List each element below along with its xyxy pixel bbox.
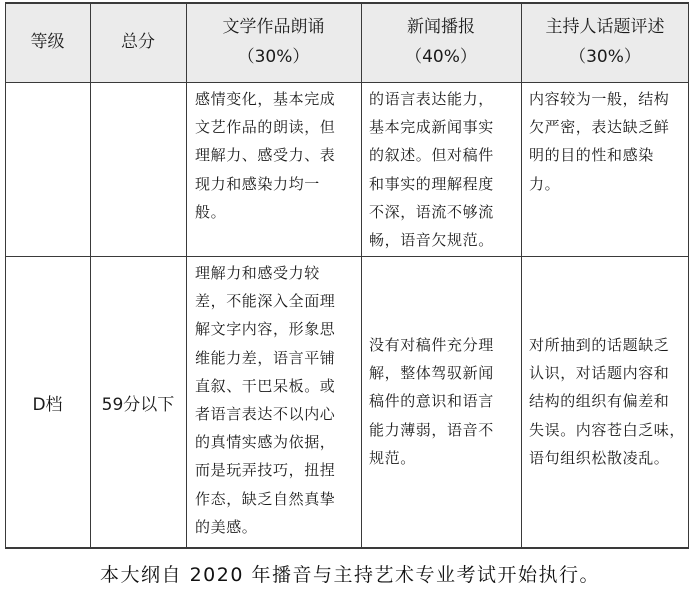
header-divider [5,82,689,83]
row2-total: 59分以下 [101,394,175,415]
row-divider [5,256,689,257]
column-divider [90,2,91,549]
header-literature [186,2,361,82]
column-divider [521,2,522,549]
table-border-bottom [5,547,689,549]
header-literature-weight: （30%） [237,47,310,67]
row2-host: 对所抽到的话题缺乏 认识，对话题内容和 结构的组织有偏差和 失误。内容苍白乏味， 语句组织松散凌乱。 [529,336,686,467]
row1-host: 内容较为一般，结构 欠严密，表达缺乏鲜 明的目的性和感染 力。 [529,90,670,193]
header-news-title: 新闻播报 [407,17,475,37]
header-host [521,2,689,82]
header-literature-title: 文学作品朗诵 [222,17,325,37]
header-grade: 等级 [30,32,65,52]
header-total: 总分 [121,32,155,52]
header-host-title: 主持人话题评述 [545,17,665,37]
row1-news: 的语言表达能力， 基本完成新闻事实 的叙述。但对稿件 和事实的理解程度 不深，语流不够流 畅，语音欠规范。 [369,90,494,250]
row1-total [90,82,186,256]
row1-grade [5,82,90,256]
column-divider [361,2,362,549]
grading-table [5,2,689,548]
row1-literature: 感情变化，基本完成 文艺作品的朗读，但 理解力、感受力、表 现力和感染力均一 般。 [195,90,336,221]
row2-grade: D档 [32,394,63,415]
row2-literature: 理解力和感受力较 差，不能深入全面理 解文字内容，形象思 维能力差，语言平铺 直叙、干巴呆板。或 者语言表达不以内心 的真情实感为依据， 而是玩弄技巧，扭捏 作态，缺乏自然真挚 的美感。 [195,264,336,536]
header-host-weight: （30%） [569,47,641,67]
footer-note: 本大纲自 2020 年播音与主持艺术专业考试开始执行。 [100,564,600,586]
column-divider [186,2,187,549]
table-border-right [688,2,689,549]
header-news [361,2,521,82]
table-border-left [5,2,6,549]
header-news-weight: （40%） [405,47,477,67]
row2-news: 没有对稿件充分理 解，整体驾驭新闻 稿件的意识和语言 能力薄弱，语音不 规范。 [369,336,494,467]
table-border-top [5,2,689,4]
